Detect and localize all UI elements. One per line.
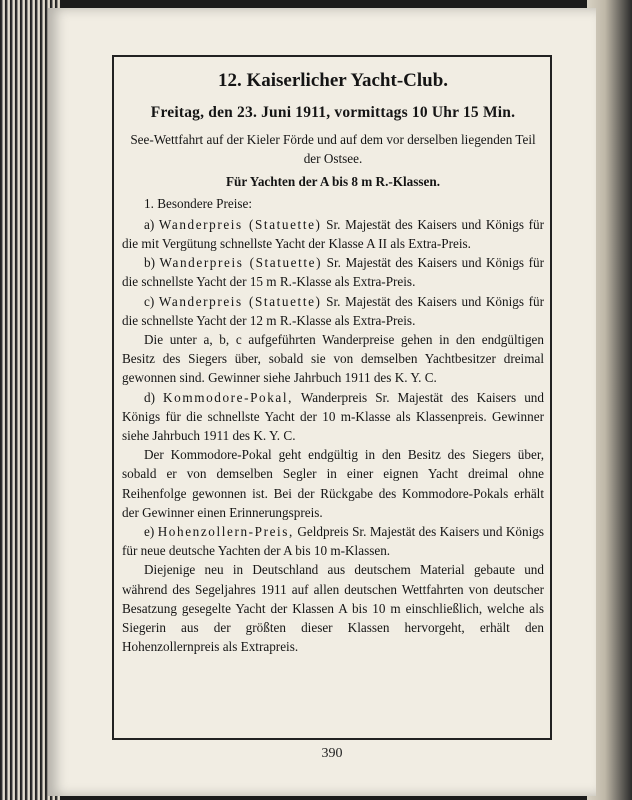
page-title: 12. Kaiserlicher Yacht-Club. xyxy=(217,70,449,91)
page-content xyxy=(122,68,544,656)
paragraph-e: e) Hohenzollern-Preis, Geldpreis Sr. Majestät des Kaisers und Königs für neue deutsche Yachten der A bis 10 m-Klassen. xyxy=(122,524,544,559)
intro-text: See-Wettfahrt auf der Kieler Förde und auf dem vor derselben liegenden Teil der Ostsee. xyxy=(130,132,536,167)
event-date-line: Freitag, den 23. Juni 1911, vormittags 10 Uhr 15 Min. xyxy=(150,104,516,121)
paragraph-kommodore-note: Der Kommodore-Pokal geht endgültig in den Besitz des Siegers über, sobald er von demselben Segler in einer eignen Yacht dreimal ohne Reihenfolge gewonnen ist. Bei der Rückgabe des Kommodore-Pokals erhält der Gewinner einen Erinnerungspreis. xyxy=(122,447,544,520)
paragraph-a: a) Wanderpreis (Statuette) Sr. Majestät des Kaisers und Königs für die mit Vergütung schnellste Yacht der Klasse A II als Extra-Preis. xyxy=(122,216,545,252)
section-heading: Für Yachten der A bis 8 m R.-Klassen. xyxy=(225,174,441,190)
paragraph-c: c) Wanderpreis (Statuette) Sr. Majestät des Kaisers und Königs für die schnellste Yacht der 12 m R.-Klasse als Extra-Preis. xyxy=(122,293,545,328)
paragraph-d: d) Kommodore-Pokal, Wanderpreis Sr. Majestät des Kaisers und Königs für die schnellste Yacht der 10 m-Klasse als Klassenpreis. Gewinner siehe Jahrbuch 1911 des K. Y. C. xyxy=(122,389,544,444)
paragraph-b: b) Wanderpreis (Statuette) Sr. Majestät des Kaisers und Königs für die schnellste Yacht der 15 m R.-Klasse als Extra-Preis. xyxy=(122,255,544,290)
paragraph-wanderpreise-note: Die unter a, b, c aufgeführten Wanderpreise gehen in den endgültigen Besitz des Siegers über, sobald sie von demselben Yachtbesitzer dreimal gewonnen sind. Gewinner siehe Jahrbuch 1911 des K. Y. C. xyxy=(122,332,544,386)
page-number: 390 xyxy=(321,746,343,761)
sub-heading: 1. Besondere Preise: xyxy=(144,195,253,211)
paragraph-hohenzollern-note: Diejenige neu in Deutschland aus deutschem Material gebaute und während des Segeljahres 1911 auf allen deutschen Wettfahrten von deutscher Besatzung gesegelte Yacht der Klassen A bis 10 m einschließlich, welche als Siegerin aus der größten dieser Klassen hervorgeht, erhält den Hohenzollernpreis als Extrapreis. xyxy=(122,562,544,655)
